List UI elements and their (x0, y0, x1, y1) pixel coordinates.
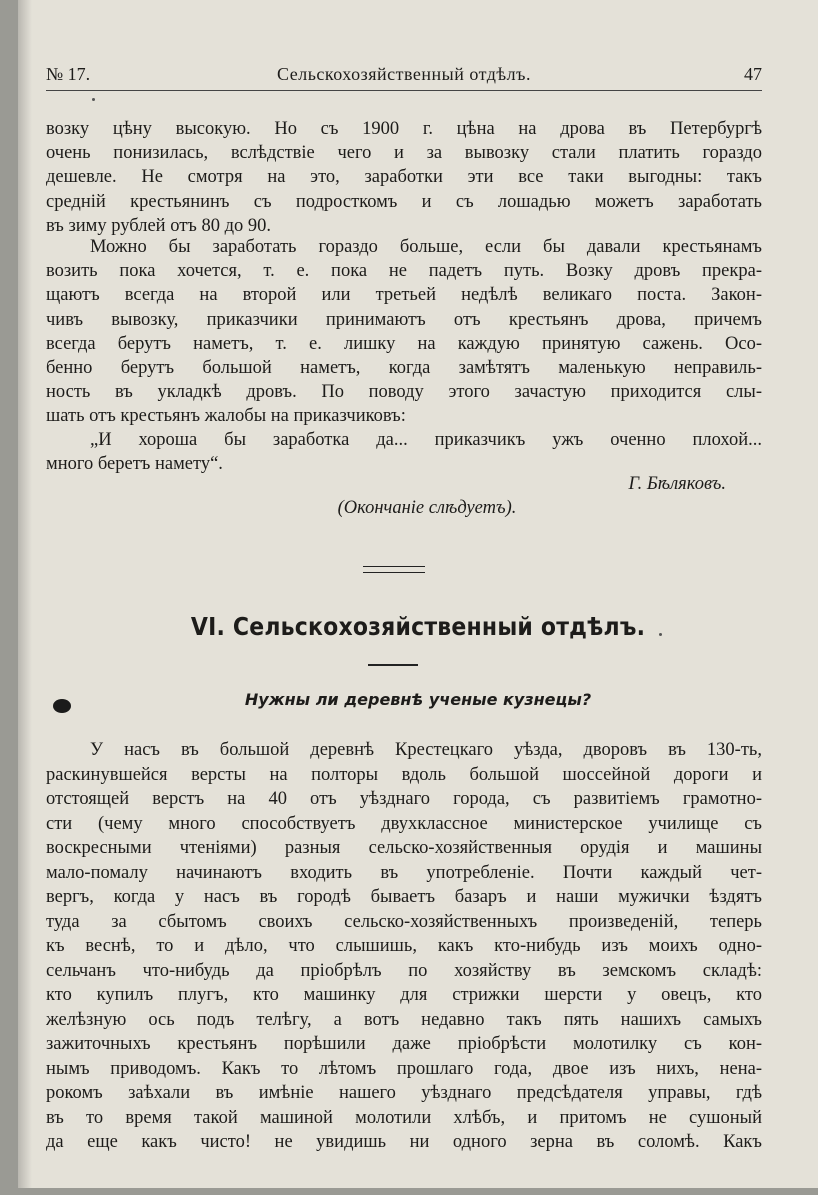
running-header (46, 64, 762, 90)
quote (46, 428, 762, 476)
text-line: много беретъ намету“. (46, 454, 223, 475)
paragraph-2 (46, 235, 762, 429)
text-line: воскресными чтеніями) разныя сельско-хозяйственныя орудія и машины (46, 838, 762, 858)
text-line: сти (чему много способствуетъ двухклассное министерское училище съ (46, 813, 762, 834)
text-line: въ зиму рублей отъ 80 до 90. (46, 215, 272, 236)
text-line: раскинувшейся версты на полторы вдоль большой шоссейной дороги и (46, 764, 762, 785)
text-line: нымъ приводомъ. Какъ то лѣтомъ прошлаго года, двое изъ нихъ, нена- (46, 1058, 762, 1079)
paragraph-1 (46, 117, 762, 238)
page-number: 47 (744, 64, 762, 84)
paragraph-3 (46, 738, 762, 1155)
text-line: рокомъ заѣхали въ имѣніе нашего уѣзднаго предсѣдателя управы, гдѣ (46, 1083, 762, 1103)
text-line: очень понизилась, вслѣдствіе чего и за вывозку стали платить гораздо (46, 143, 762, 164)
text-line: „И хороша бы заработка да... приказчикъ ужъ оченно плохой... (90, 430, 762, 450)
text-line: къ веснѣ, то и дѣло, что слышишь, какъ кто-нибудь изъ моихъ одно- (46, 936, 762, 956)
text-line: бенно берутъ большой наметъ, когда замѣтятъ маленькую неправиль- (46, 358, 762, 379)
title-rule (368, 664, 418, 666)
text-line: мало-помалу начинаютъ входить въ употребленіе. Почти каждый чет- (46, 862, 762, 883)
text-line: У насъ въ большой деревнѣ Крестецкаго уѣзда, дворовъ въ 130-ть, (90, 740, 762, 760)
ink-speck (92, 98, 95, 101)
text-line: шать отъ крестьянъ жалобы на приказчиковъ: (46, 406, 406, 427)
text-line: желѣзную ось подъ телѣгу, а вотъ недавно такъ пять нашихъ самыхъ (46, 1009, 762, 1030)
text-line: ность въ укладкѣ дровъ. По поводу этого зачастую приходится слы- (46, 382, 762, 403)
text-line: вергъ, когда у насъ въ городѣ бываетъ базаръ и наши мужички ѣздятъ (46, 887, 762, 907)
continued-note: (Окончаніе слѣдуетъ). (337, 498, 517, 518)
book-page (18, 0, 818, 1188)
text-line: зажиточныхъ крестьянъ порѣшили даже пріобрѣсти молотилку съ кон- (46, 1034, 762, 1054)
text-line: щаютъ всегда на второй или третьей недѣлѣ великаго поста. Закон- (46, 285, 762, 306)
section-divider (363, 566, 425, 573)
section-title: VI. Сельскохозяйственный отдѣлъ. (190, 613, 646, 642)
text-line: чивъ вывозку, приказчики принимаютъ отъ крестьянъ дрова, причемъ (46, 309, 762, 330)
header-title: Сельскохозяйственный отдѣлъ. (277, 64, 531, 84)
header-rule (46, 90, 762, 91)
text-line: возку цѣну высокую. Но съ 1900 г. цѣна на дрова въ Петербургѣ (46, 119, 762, 139)
ink-speck (659, 633, 662, 636)
text-line: сельчанъ что-нибудь да пріобрѣлъ по хозяйству въ земскомъ складѣ: (46, 960, 762, 981)
ink-blot (53, 699, 71, 713)
text-line: кто купилъ плугъ, кто машинку для стрижки шерсти у овецъ, кто (46, 985, 762, 1005)
text-line: Можно бы заработать гораздо больше, если бы давали крестьянамъ (90, 237, 762, 257)
text-line: да еще какъ чисто! не увидишь ни одного зерна въ соломѣ. Какъ (46, 1132, 762, 1152)
text-line: туда за сбытомъ своихъ сельско-хозяйственныхъ произведеній, теперь (46, 911, 762, 932)
text-line: дешевле. Не смотря на это, заработки эти все таки выгодны: такъ (46, 167, 762, 188)
text-line: средній крестьянинъ съ подросткомъ и съ лошадью можетъ заработать (46, 191, 762, 212)
text-line: всегда берутъ наметъ, т. е. лишку на каждую принятую сажень. Осо- (46, 333, 762, 354)
author-signature: Г. Бѣляковъ. (628, 474, 726, 494)
issue-number: № 17. (46, 64, 91, 84)
text-line: въ то время такой машиной молотили хлѣбъ, и притомъ не сушоный (46, 1107, 762, 1128)
text-line: отстоящей верстъ на 40 отъ уѣзднаго города, съ развитіемъ грамотно- (46, 789, 762, 809)
article-title: Нужны ли деревнѣ ученые кузнецы? (244, 690, 592, 709)
text-line: возить пока хочется, т. е. пока не падетъ путь. Возку дровъ прекра- (46, 261, 762, 282)
